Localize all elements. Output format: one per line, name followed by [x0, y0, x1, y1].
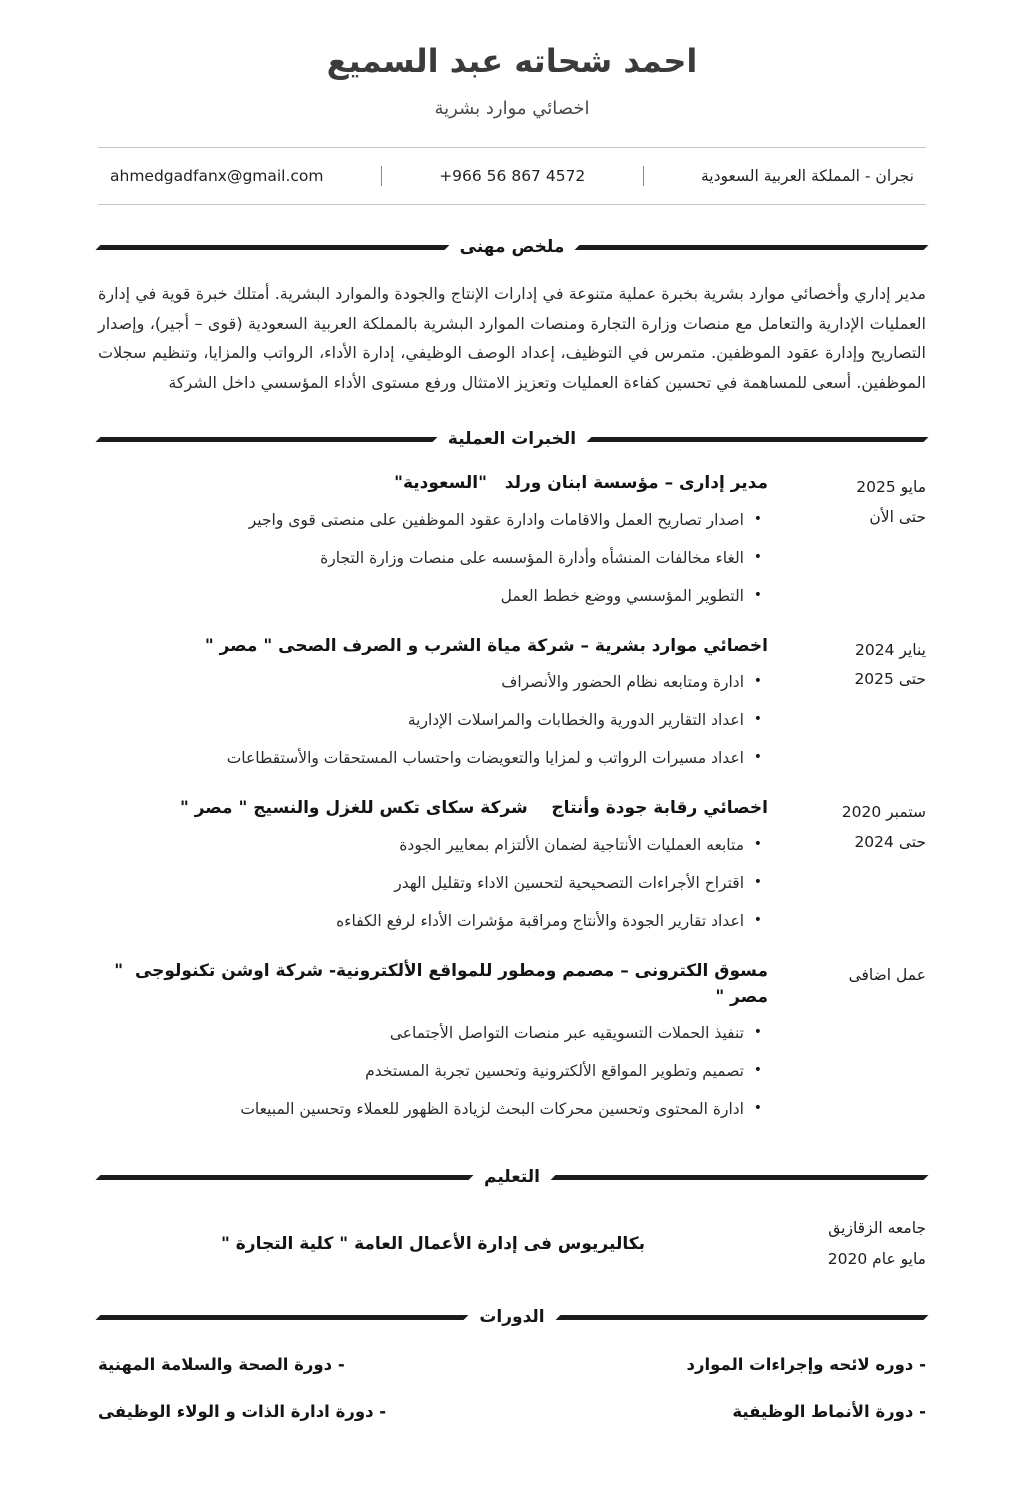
- course-item: - دورة الأنماط الوظيفية: [732, 1401, 926, 1421]
- date-secondary: حتى الأن: [869, 507, 926, 526]
- section-header-education: [98, 1167, 926, 1187]
- bullet-item: • تنفيذ الحملات التسويقيه عبر منصات التواصل الأجتماعى: [98, 1021, 764, 1045]
- contact-phone: +966 56 867 4572: [439, 167, 586, 185]
- bullet-item: • اعداد تقارير الجودة والأنتاج ومراقبة مؤشرات الأداء لرفع الكفاءه: [98, 909, 764, 933]
- bullet-item: • ادارة ومتابعه نظام الحضور والأنصراف: [98, 670, 764, 694]
- course-item: - دورة ادارة الذات و الولاء الوظيفى: [98, 1401, 387, 1421]
- experience-item: [98, 959, 926, 1135]
- job-bullets: [98, 1021, 768, 1121]
- section-divider-line: [555, 1315, 928, 1320]
- contact-divider: [643, 166, 644, 186]
- date-primary: مايو 2025: [856, 478, 926, 497]
- courses-column-right: [529, 1353, 926, 1447]
- section-title: الدورات: [479, 1307, 545, 1328]
- section-title: التعليم: [484, 1167, 540, 1188]
- section-divider-line: [550, 1175, 928, 1180]
- education-dates: [804, 1213, 926, 1275]
- bullet-item: • التطوير المؤسسي ووضع خطط العمل: [98, 584, 764, 608]
- experience-item: [98, 796, 926, 947]
- course-item: - دورة الصحة والسلامة المهنية: [98, 1355, 345, 1375]
- section-header-experience: [98, 429, 926, 449]
- education-section: [98, 1213, 926, 1275]
- date-primary: عمل اضافى: [848, 966, 926, 985]
- experience-dates: [804, 634, 926, 785]
- bullet-item: • تصميم وتطوير المواقع الألكترونية وتحسين تجربة المستخدم: [98, 1059, 764, 1083]
- contact-location: نجران - المملكة العربية السعودية: [700, 167, 914, 185]
- date-secondary: حتى 2025: [854, 670, 926, 689]
- section-divider-line: [587, 437, 929, 442]
- contact-email: ahmedgadfanx@gmail.com: [110, 167, 324, 185]
- candidate-name: احمد شحاته عبد السميع: [326, 42, 698, 80]
- experience-content: [98, 959, 768, 1135]
- experience-content: [98, 471, 768, 622]
- experience-content: [98, 796, 768, 947]
- job-title: اخصائي رقابة جودة وأنتاج شركة سكاى تكس للغزل والنسيج " مصر ": [179, 798, 768, 819]
- education-institution: جامعه الزقازيق: [828, 1219, 926, 1238]
- contact-bar: [98, 147, 926, 205]
- courses-section: [98, 1353, 926, 1447]
- section-divider-line: [95, 1315, 468, 1320]
- bullet-item: • الغاء مخالفات المنشأه وأدارة المؤسسه على منصات وزارة التجارة: [98, 546, 764, 570]
- job-title: مدير إدارى – مؤسسة ابنان ورلد "السعودية": [394, 473, 768, 494]
- date-primary: يناير 2024: [855, 640, 926, 659]
- courses-column-left: [98, 1353, 495, 1447]
- resume-header: [98, 42, 926, 119]
- experience-item: [98, 471, 926, 622]
- education-degree: بكاليريوس فى إدارة الأعمال العامة " كلية التجارة ": [221, 1234, 645, 1255]
- education-date: مايو عام 2020: [827, 1250, 926, 1269]
- section-divider-line: [96, 1175, 474, 1180]
- experience-content: [98, 634, 768, 785]
- section-header-courses: [98, 1307, 926, 1327]
- experience-section: [98, 471, 926, 1135]
- job-title: اخصائي موارد بشرية – شركة مياة الشرب و الصرف الصحى " مصر ": [204, 635, 768, 656]
- summary-text: مدير إداري وأخصائي موارد بشرية بخبرة عملية متنوعة في إدارات الإنتاج والجودة والموارد البشرية. أمتلك خبرة قوية في إدارة العمليات الإدارية والتعامل مع منصات وزارة التجارة ومنصات الموارد البشرية بالمملكة العربية السعودية (قوى – أجير)، وإصدار التصاريح وإدارة عقود الموظفين. متمرس في التوظيف، إعداد الوصف الوظيفي، إدارة الأداء، الرواتب والمزايا، وتنظيم سجلات الموظفين. أسعى للمساهمة في تحسين كفاءة العمليات وتعزيز الامتثال ورفع مستوى الأداء المؤسسي داخل الشركة: [98, 284, 926, 392]
- date-secondary: حتى 2024: [854, 832, 926, 851]
- contact-divider: [381, 166, 382, 186]
- section-title: الخبرات العملية: [447, 429, 577, 450]
- bullet-item: • اصدار تصاريح العمل والاقامات وادارة عقود الموظفين على منصتى قوى واجير: [98, 508, 764, 532]
- section-divider-line: [95, 437, 437, 442]
- section-divider-line: [96, 245, 450, 250]
- course-item: - دوره لائحه وإجراءات الموارد: [686, 1355, 926, 1375]
- experience-dates: [804, 796, 926, 947]
- job-bullets: [98, 670, 768, 770]
- experience-item: [98, 634, 926, 785]
- section-divider-line: [575, 245, 929, 250]
- job-title: مسوق الكترونى – مصمم ومطور للمواقع الألكترونية- شركة اوشن تكنولوجى " مصر ": [108, 961, 768, 1007]
- bullet-item: • متابعه العمليات الأنتاجية لضمان الألتزام بمعايير الجودة: [98, 833, 764, 857]
- bullet-item: • اعداد التقارير الدورية والخطابات والمراسلات الإدارية: [98, 708, 764, 732]
- bullet-item: • ادارة المحتوى وتحسين محركات البحث لزيادة الظهور للعملاء وتحسين المبيعات: [98, 1097, 764, 1121]
- date-primary: ستمبر 2020: [841, 803, 926, 822]
- bullet-item: • اقتراح الأجراءات التصحيحية لتحسين الاداء وتقليل الهدر: [98, 871, 764, 895]
- job-bullets: [98, 508, 768, 608]
- job-bullets: [98, 833, 768, 933]
- experience-dates: [804, 471, 926, 622]
- section-title: ملخص مهنى: [459, 237, 565, 257]
- candidate-title: اخصائي موارد بشرية: [434, 98, 590, 119]
- bullet-item: • اعداد مسيرات الرواتب و لمزايا والتعويضات واحتساب المستحقات والأستقطاعات: [98, 746, 764, 770]
- experience-dates: [804, 959, 926, 1135]
- section-header-summary: [98, 237, 926, 257]
